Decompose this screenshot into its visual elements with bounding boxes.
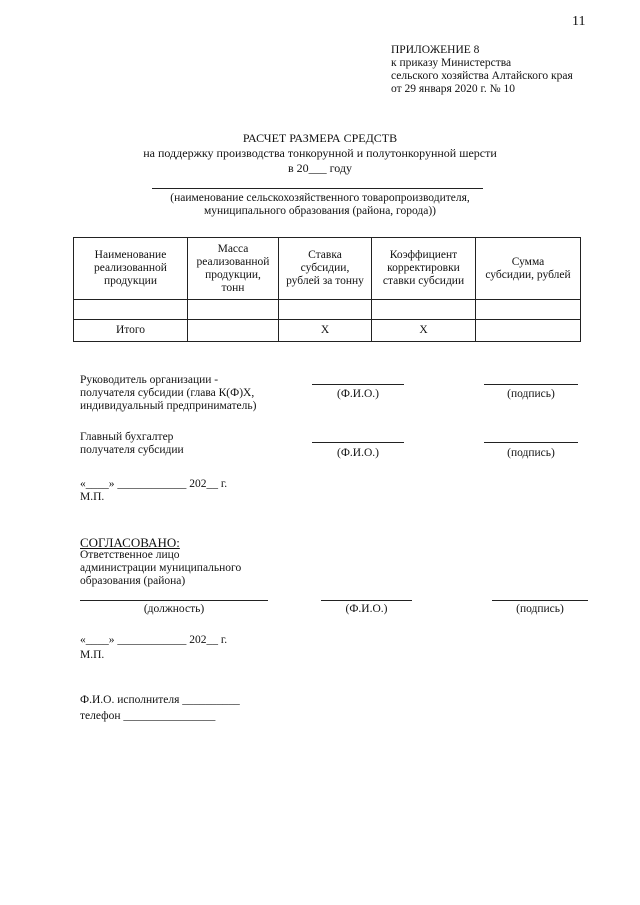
- head-fio-line[interactable]: [312, 384, 404, 385]
- table-cell[interactable]: [188, 320, 279, 342]
- agreed-signature-line[interactable]: [492, 600, 588, 601]
- appendix-line: ПРИЛОЖЕНИЕ 8: [391, 44, 480, 56]
- table-cell[interactable]: [188, 300, 279, 320]
- producer-name-line[interactable]: [152, 188, 483, 189]
- header-cell: Сумма субсидии, рублей: [476, 238, 581, 300]
- table-total-row: [74, 320, 581, 342]
- caption-line: (наименование сельскохозяйственного товаропроизводителя,: [170, 192, 470, 204]
- appendix-line: сельского хозяйства Алтайского края: [391, 70, 573, 82]
- calculation-table: [73, 237, 581, 342]
- head-label: Руководитель организации - получателя субсидии (глава К(Ф)Х, индивидуальный предприниматель): [80, 374, 257, 412]
- header-cell: Наименование реализованной продукции: [74, 238, 188, 300]
- agreed-fio-line[interactable]: [321, 600, 412, 601]
- table-cell[interactable]: [74, 300, 188, 320]
- fio-caption: (Ф.И.О.): [345, 603, 388, 615]
- table-cell[interactable]: [279, 300, 372, 320]
- caption-line: муниципального образования (района, города)): [203, 205, 437, 217]
- page-number: 11: [572, 14, 586, 29]
- table-row: [74, 300, 581, 320]
- appendix-line: к приказу Министерства: [391, 57, 512, 69]
- position-caption: (должность): [143, 603, 205, 615]
- document-title: РАСЧЕТ РАЗМЕРА СРЕДСТВ: [242, 131, 398, 145]
- table-cell: Итого: [74, 320, 188, 342]
- year-line: в 20___ году: [287, 161, 353, 175]
- executor-name: Ф.И.О. исполнителя __________: [80, 694, 240, 706]
- accountant-fio-line[interactable]: [312, 442, 404, 443]
- header-cell: Коэффициент корректировки ставки субсидии: [372, 238, 476, 300]
- table-cell[interactable]: [476, 320, 581, 342]
- appendix-block: [391, 44, 573, 96]
- signature-caption: (подпись): [507, 447, 555, 459]
- signature-caption: (подпись): [507, 388, 555, 400]
- table-cell[interactable]: [372, 300, 476, 320]
- date-line: «____» ____________ 202__ г.: [80, 634, 228, 646]
- agreed-label: Ответственное лицо администрации муниципального образования (района): [80, 549, 242, 587]
- stamp-label: М.П.: [80, 491, 105, 503]
- fio-caption: (Ф.И.О.): [337, 388, 379, 400]
- table-header-row: [74, 238, 581, 300]
- header-cell: Ставка субсидии, рублей за тонну: [279, 238, 372, 300]
- stamp-label: М.П.: [80, 649, 105, 661]
- signature-caption: (подпись): [516, 603, 564, 615]
- producer-caption: [100, 192, 540, 218]
- table-cell[interactable]: [476, 300, 581, 320]
- agreed-heading: СОГЛАСОВАНО:: [80, 535, 180, 550]
- accountant-signature-line[interactable]: [484, 442, 578, 443]
- table-cell: Х: [279, 320, 372, 342]
- fio-caption: (Ф.И.О.): [337, 447, 379, 459]
- table-cell: Х: [372, 320, 476, 342]
- document-subtitle: на поддержку производства тонкорунной и полутонкорунной шерсти: [143, 146, 497, 160]
- date-line: «____» ____________ 202__ г.: [80, 478, 228, 490]
- position-line[interactable]: [80, 600, 268, 601]
- head-signature-line[interactable]: [484, 384, 578, 385]
- header-cell: Масса реализованной продукции, тонн: [188, 238, 279, 300]
- appendix-line: от 29 января 2020 г. № 10: [391, 83, 516, 95]
- executor-phone: телефон ________________: [80, 710, 216, 722]
- accountant-label: Главный бухгалтер получателя субсидии: [80, 431, 184, 456]
